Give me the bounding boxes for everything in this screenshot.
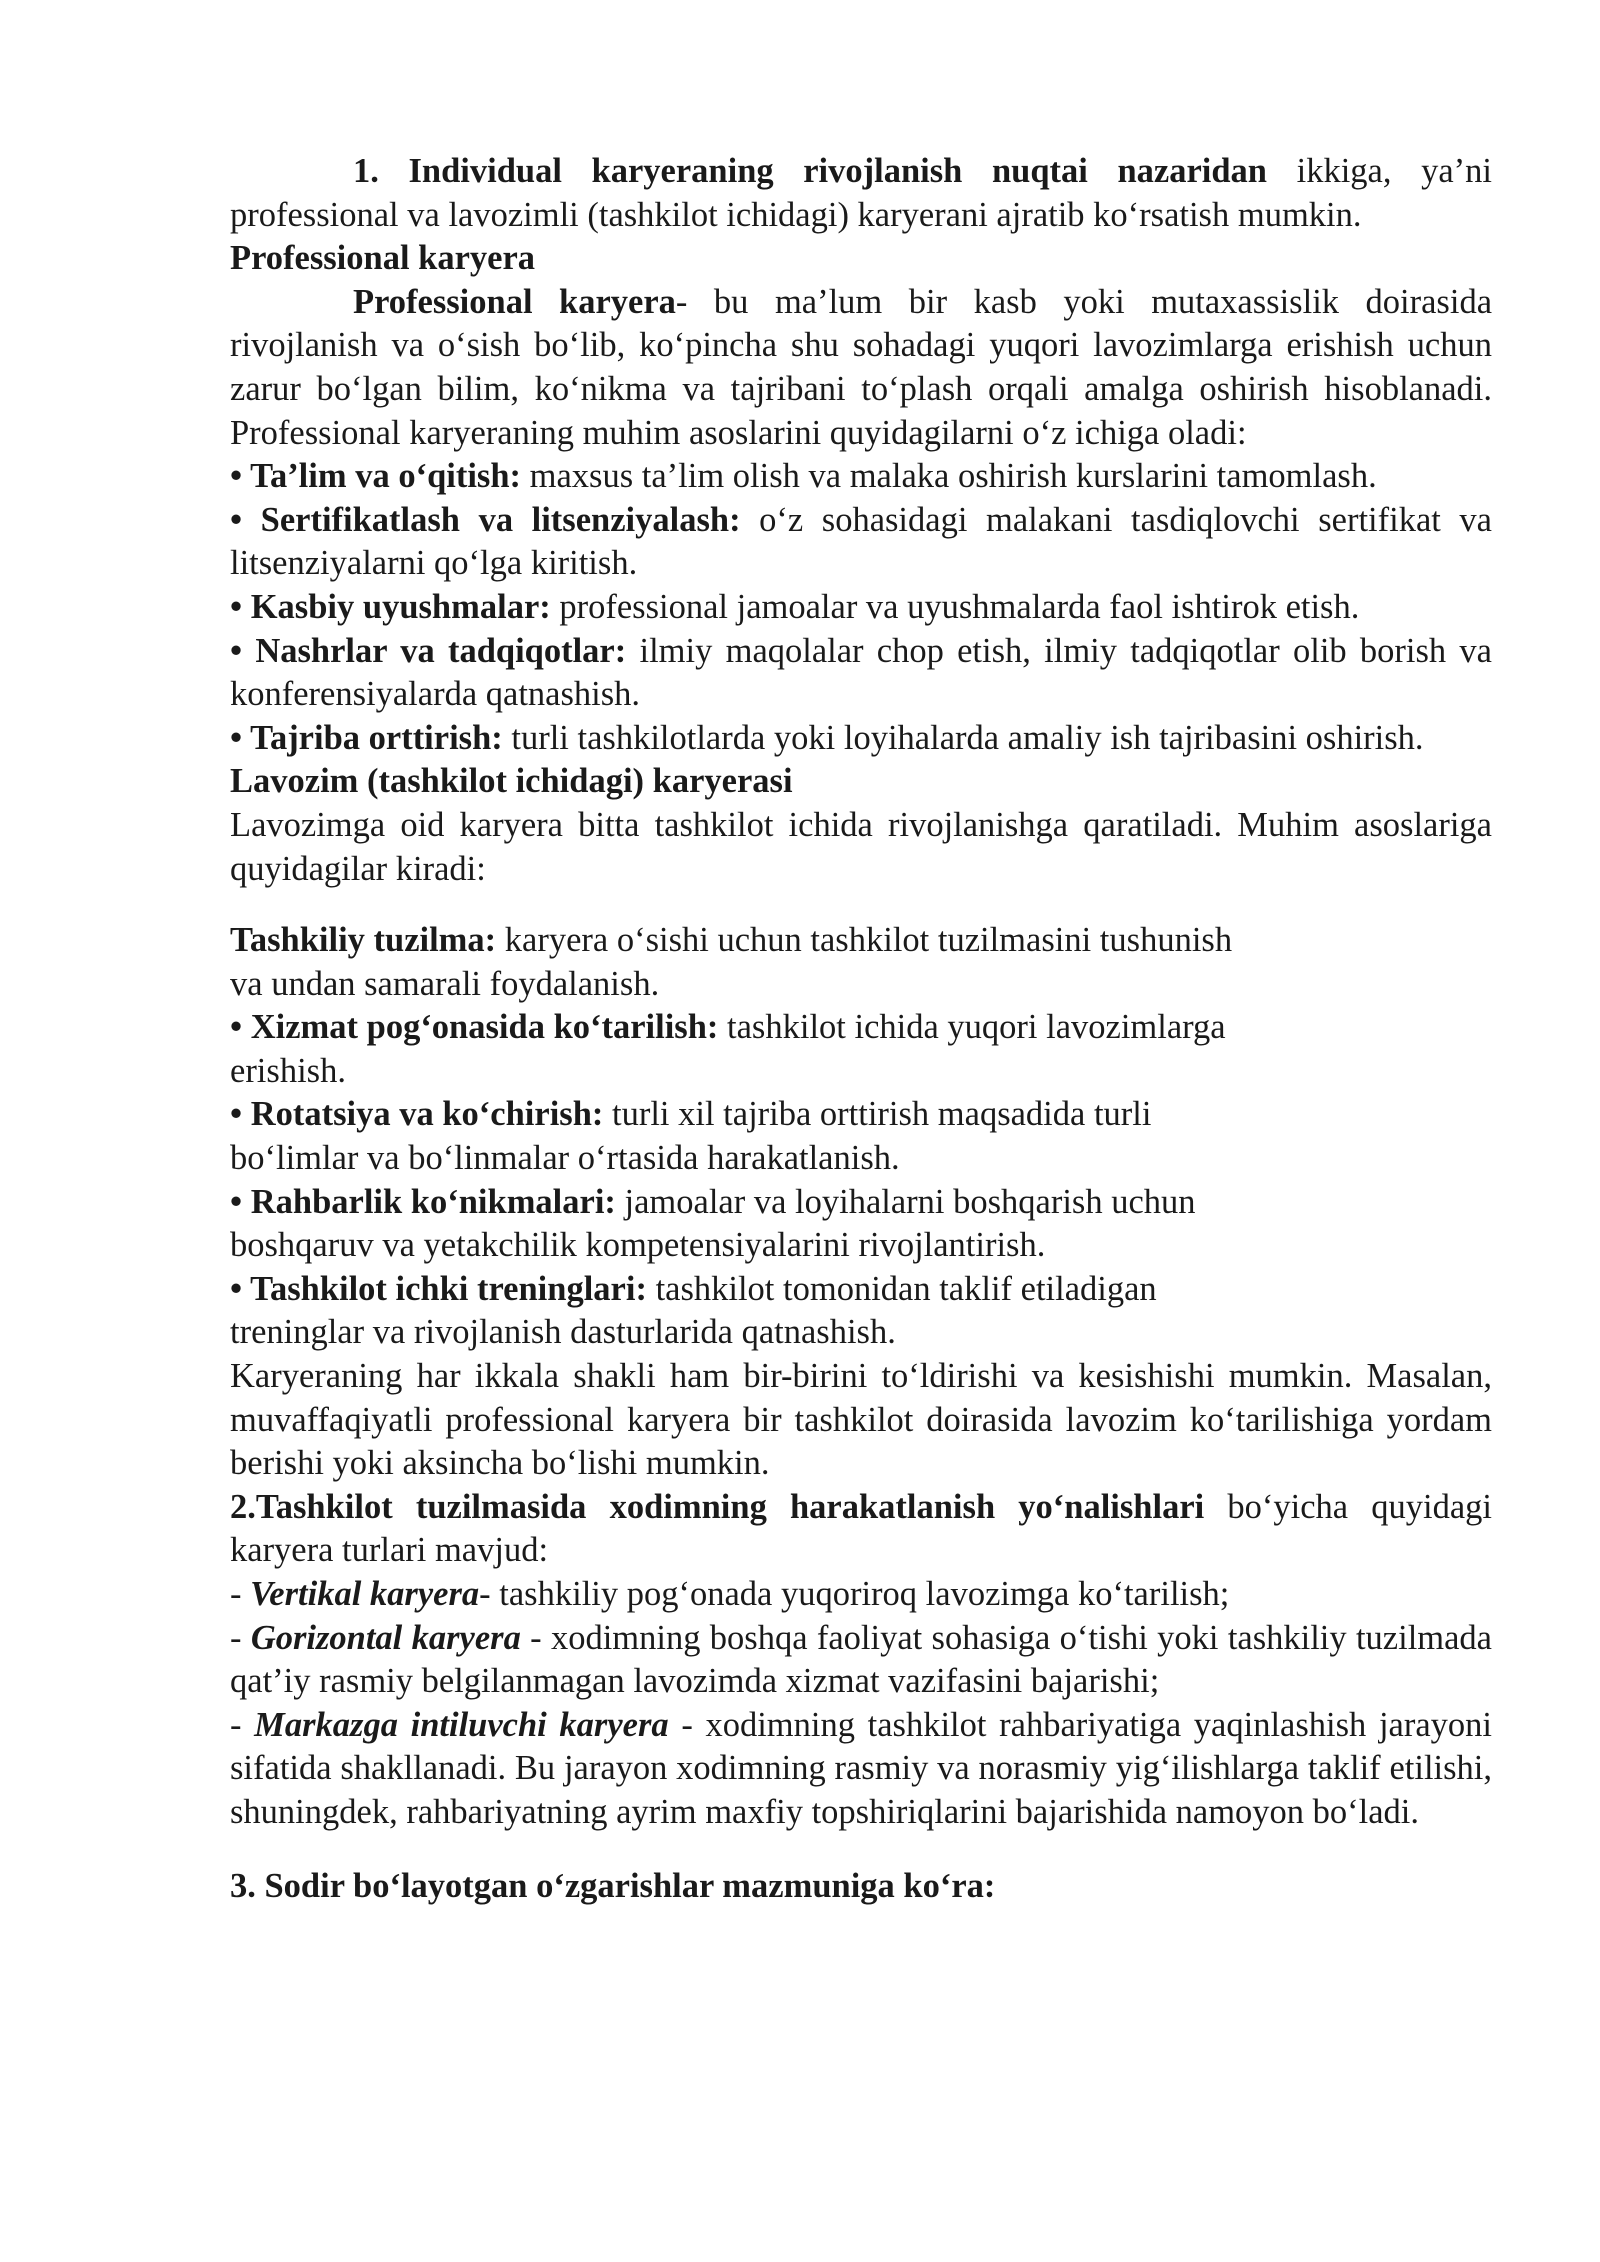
list-item-text: ilmiy maqolalar chop etish, ilmiy tadqiqotlar olib borish va konferensiyalarda qatnashish. [230,631,1492,714]
list-item [230,586,1492,630]
list-item-text: - xodimning tashkilot rahbariyatiga yaqinlashish jarayoni sifatida shakllanadi. Bu jarayon xodimning rasmiy va norasmiy yig‘ilishlarga taklif etilishi, shuningdek, rahbariyatning ayrim maxfiy topshiriqlarini bajarishida namoyon bo‘ladi. [230,1705,1492,1831]
list-item-term: Ta’lim va o‘qitish: [250,457,522,496]
section1-paragraph [230,150,1492,237]
list-item [230,717,1492,761]
bullet: • [230,1182,251,1221]
section2-lead-rest: bo‘yicha quyidagi karyera turlari mavjud: [230,1487,1492,1570]
list-item-term: Xizmat pog‘onasida ko‘tarilish: [250,1008,719,1047]
list-item-text: tashkilot ichida yuqori lavozimlarga [718,1008,1226,1047]
bullet: • [230,1095,251,1134]
list-item-term: Gorizontal karyera [250,1618,521,1657]
list-item [230,630,1492,717]
professional-heading: Professional karyera [230,239,536,278]
list-item [230,1181,1492,1268]
section3-heading: 3. Sodir bo‘layotgan o‘zgarishlar mazmuniga ko‘ra: [230,1866,996,1905]
section2-lead-bold: 2.Tashkilot tuzilmasida xodimning harakatlanish yo‘nalishlari [230,1487,1205,1526]
bullet: • [230,500,261,539]
list-item-text: turli xil tajriba orttirish maqsadida turli [603,1095,1152,1134]
list-item [230,455,1492,499]
list-item [230,1573,1492,1617]
list-item-text: maxsus ta’lim olish va malaka oshirish kurslarini tamomlash. [521,457,1377,496]
list-item-text: karyera o‘sishi uchun tashkilot tuzilmasini tushunish [496,921,1233,960]
lavozim-heading: Lavozim (tashkilot ichidagi) karyerasi [230,762,793,801]
list-item [230,1617,1492,1704]
list-item-term: Tajriba orttirish: [250,718,503,757]
list-item-text-cont: erishish. [230,1051,346,1090]
list-item-text: jamoalar va loyihalarni boshqarish uchun [615,1182,1196,1221]
list-item-term: Sertifikatlash va litsenziyalash: [260,500,741,539]
professional-def-bold: Professional karyera [353,282,676,321]
list-item-text-cont: bo‘limlar va bo‘linmalar o‘rtasida harakatlanish. [230,1139,900,1178]
bullet: • [230,457,251,496]
section1-lead-rest: ikkiga, ya’ni professional va lavozimli (tashkilot ichidagi) karyerani ajratib ko‘rsatish mumkin. [230,152,1492,234]
list-item [230,1093,1492,1180]
list-item [230,1268,1492,1355]
section2-paragraph [230,1486,1492,1573]
list-item-text: - tashkiliy pog‘onada yuqoriroq lavozimga ko‘tarilish; [479,1575,1230,1613]
bullet: • [230,718,251,757]
bullet: • [230,587,251,626]
section1-lead-bold: 1. Individual karyeraning rivojlanish nuqtai nazaridan [353,152,1267,190]
lavozim-list [230,919,1492,1355]
list-item [230,499,1492,586]
dash: - [230,1575,251,1613]
list-item-text: - xodimning boshqa faoliyat sohasiga o‘tishi yoki tashkiliy tuzilmada qat’iy rasmiy belgilanmagan lavozimda xizmat vazifasini bajarishi; [230,1618,1492,1701]
bullet: • [230,1008,251,1047]
list-item-term: Nashrlar va tadqiqotlar: [255,631,627,670]
list-item-term: Vertikal karyera [250,1575,480,1613]
list-item-term: Rahbarlik ko‘nikmalari: [250,1182,616,1221]
professional-def-rest: - bu ma’lum bir kasb yoki mutaxassislik doirasida rivojlanish va o‘sish bo‘lib, ko‘pincha shu sohadagi yuqori lavozimlarga erishish uchun zarur bo‘lgan bilim, ko‘nikma va tajribani to‘plash orqali amalga oshirish hisoblanadi. Professional karyeraning muhim asoslarini quyidagilarni o‘z ichiga oladi: [230,282,1493,452]
lavozim-intro: Lavozimga oid karyera bitta tashkilot ichida rivojlanishga qaratiladi. Muhim asoslariga quyidagilar kiradi: [230,805,1492,888]
list-item-text-cont: treninglar va rivojlanish dasturlarida qatnashish. [230,1313,896,1352]
list-item-text-cont: va undan samarali foydalanish. [230,964,660,1003]
document-page [230,150,1492,1908]
dash: - [230,1618,251,1657]
list-item-text: turli tashkilotlarda yoki loyihalarda amaliy ish tajribasini oshirish. [502,718,1424,757]
list-item-term: Tashkilot ichki treninglari: [250,1269,647,1308]
list-item-text-cont: boshqaruv va yetakchilik kompetensiyalarini rivojlantirish. [230,1226,1046,1265]
list-item-term: Markazga intiluvchi karyera [254,1705,669,1744]
list-item [230,1006,1492,1093]
bullet: • [230,631,256,670]
lavozim-conclusion: Karyeraning har ikkala shakli ham bir-birini to‘ldirishi va kesishishi mumkin. Masalan, muvaffaqiyatli professional karyera bir tashkilot doirasida lavozim ko‘tarilishiga yordam berishi yoki aksincha bo‘lishi mumkin. [230,1357,1492,1483]
professional-definition [230,281,1492,455]
list-item [230,1704,1492,1835]
list-item-text: o‘z sohasidagi malakani tasdiqlovchi sertifikat va litsenziyalarni qo‘lga kiritish. [230,500,1492,583]
list-item [230,919,1492,1006]
list-item-term: Rotatsiya va ko‘chirish: [250,1095,604,1134]
list-item-text: tashkilot tomonidan taklif etiladigan [646,1269,1157,1308]
list-item-text: professional jamoalar va uyushmalarda faol ishtirok etish. [550,587,1360,626]
dash: - [230,1705,255,1744]
list-item-term: Tashkiliy tuzilma: [230,921,497,960]
bullet: • [230,1269,251,1308]
list-item-term: Kasbiy uyushmalar: [250,587,551,626]
